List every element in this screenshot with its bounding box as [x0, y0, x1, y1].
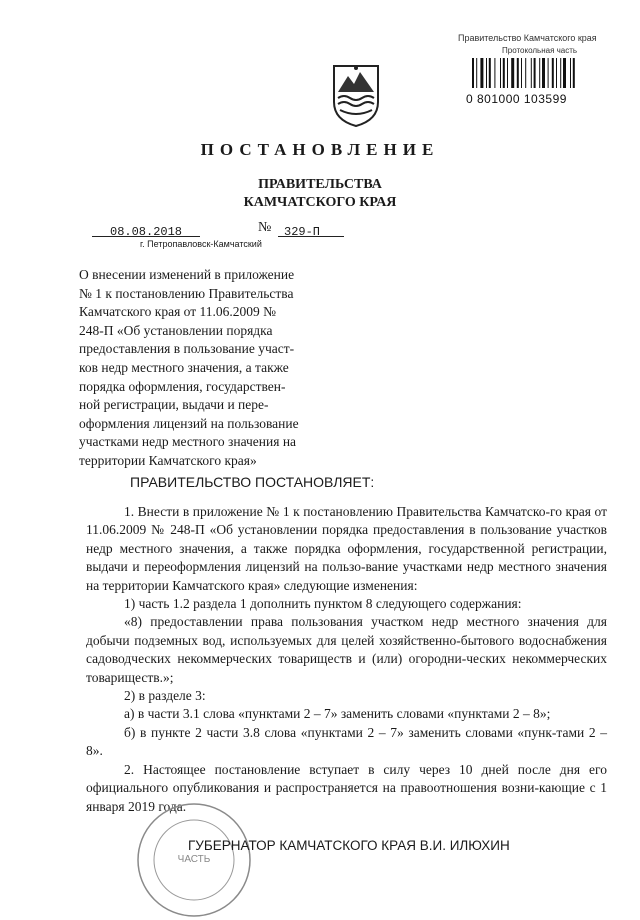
barcode-number: 0 801000 103599	[466, 92, 567, 106]
subject-line: ной регистрации, выдачи и пере-	[79, 397, 269, 413]
barcode	[472, 58, 606, 88]
barcode-bar	[542, 58, 545, 88]
kamchatka-emblem-icon	[330, 62, 382, 128]
barcode-bar	[511, 58, 514, 88]
barcode-bar	[472, 58, 474, 88]
barcode-bar	[556, 58, 557, 88]
document-date: 08.08.2018	[110, 225, 183, 239]
stamp-label: ЧАСТЬ	[177, 854, 211, 865]
subject-line: участками недр местного значения на	[79, 434, 297, 450]
barcode-bar	[521, 58, 522, 88]
subject-line: ков недр местного значения, а также	[79, 359, 289, 375]
subject-line: оформления лицензий на пользование	[79, 415, 299, 431]
barcode-bar	[517, 58, 519, 88]
signatory: ГУБЕРНАТОР КАМЧАТСКОГО КРАЯ В.И. ИЛЮХИН	[188, 838, 510, 853]
paragraph: «8) предоставлении права пользования участком недр местного значения для добычи подземных вод, используемых для целей хозяйственно-бытового водоснабжения садоводческих некоммерческих товариществ и (или) огородни-ческих некоммерческих товариществ.»;	[86, 614, 607, 685]
barcode-bar	[560, 58, 561, 88]
paragraph: 1) часть 1.2 раздела 1 дополнить пунктом 8 следующего содержания:	[124, 596, 522, 612]
document-subject	[79, 266, 339, 471]
barcode-bar	[570, 58, 571, 88]
barcode-bar	[548, 58, 549, 88]
paragraph: 1. Внести в приложение № 1 к постановлению Правительства Камчатско-го края от 11.06.2009 № 248-П «Об установлении порядка предоставления в пользование участков недр местного значения, а также порядка оформления, государственной регистрации, выдачи и переоформления лицензий на пользо-вание участками недр местного значения на территории Камчатского края» следующие изменения:	[86, 504, 607, 593]
place-of-issue: г. Петропавловск-Камчатский	[140, 239, 262, 249]
barcode-bar	[573, 58, 575, 88]
barcode-bar	[489, 58, 491, 88]
subject-line: Камчатского края от 11.06.2009 №	[79, 304, 277, 320]
official-stamp-icon	[134, 800, 254, 920]
paragraph: 2. Настоящее постановление вступает в силу через 10 дней после дня его официального опубликования и распространяется на правоотношения возни-кающие с 1 января 2019 года.	[86, 761, 607, 814]
barcode-bar	[507, 58, 508, 88]
decree-heading: ПРАВИТЕЛЬСТВО ПОСТАНОВЛЯЕТ:	[130, 474, 375, 490]
number-field	[278, 222, 344, 237]
subject-line: территории Камчатского края»	[79, 452, 257, 468]
barcode-bar	[503, 58, 505, 88]
paragraph: 2) в разделе 3:	[124, 688, 206, 704]
paragraph: б) в пункте 2 части 3.8 слова «пунктами 2 – 7» заменить словами «пунк-тами 2 – 8».	[86, 724, 607, 759]
barcode-bar	[525, 58, 526, 88]
subject-line: О внесении изменений в приложение	[79, 267, 295, 282]
barcode-bar	[500, 58, 501, 88]
barcode-bar	[494, 58, 495, 88]
doc-part-label: Протокольная часть	[502, 46, 578, 55]
barcode-bar	[539, 58, 540, 88]
issuer-line-2: КАМЧАТСКОГО КРАЯ	[243, 195, 397, 210]
barcode-bar	[486, 58, 487, 88]
issuer-line-1: ПРАВИТЕЛЬСТВА	[258, 177, 382, 192]
barcode-bar	[563, 58, 566, 88]
barcode-bar	[552, 58, 554, 88]
subject-line: № 1 к постановлению Правительства	[79, 285, 294, 301]
document-body	[86, 503, 607, 816]
number-label: №	[258, 220, 272, 235]
document-title: ПОСТАНОВЛЕНИЕ	[200, 140, 440, 159]
subject-line: предоставления в пользование участ-	[79, 341, 295, 357]
paragraph: а) в части 3.1 слова «пунктами 2 – 7» заменить словами «пунктами 2 – 8»;	[124, 706, 551, 722]
barcode-bar	[534, 58, 536, 88]
subject-line: порядка оформления, государствен-	[79, 378, 286, 394]
date-field	[92, 222, 200, 237]
document-number: 329-П	[284, 225, 321, 239]
barcode-bar	[531, 58, 532, 88]
subject-line: 248-П «Об установлении порядка	[79, 322, 273, 338]
org-header-small: Правительство Камчатского края	[458, 33, 597, 43]
barcode-bar	[480, 58, 483, 88]
barcode-bar	[476, 58, 477, 88]
